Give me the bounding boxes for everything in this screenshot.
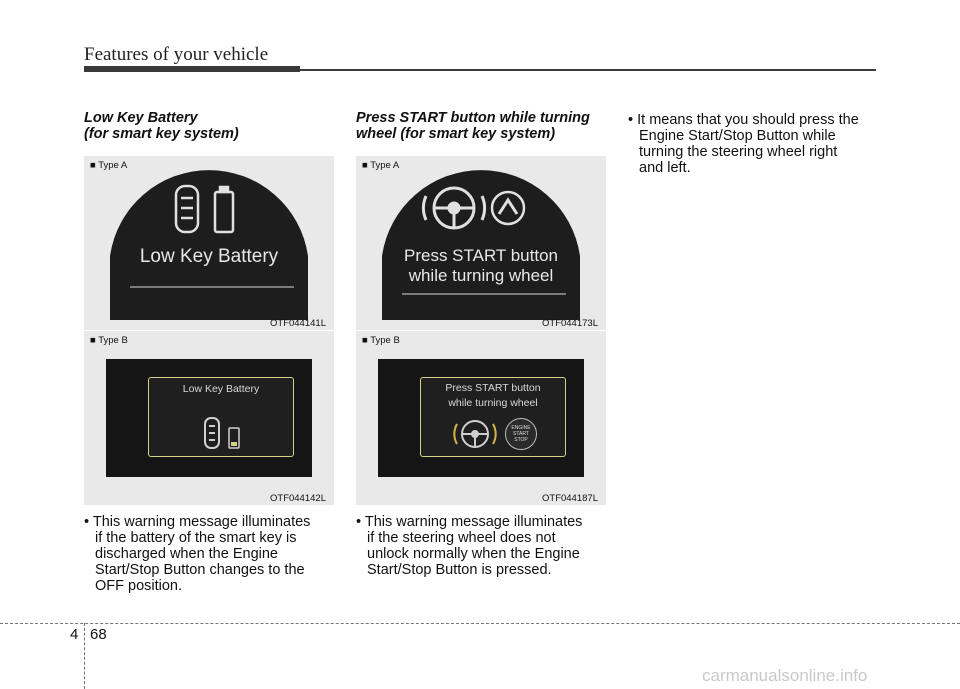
bullet-line: Engine Start/Stop Button while [639, 128, 836, 144]
battery-icon [229, 428, 239, 448]
lcd-message-line: while turning wheel [448, 397, 538, 409]
dome-message [356, 246, 606, 286]
dome-message-line: while turning wheel [408, 266, 554, 285]
steering-wheel-icon [454, 421, 495, 447]
figure-code: OTF044187L [542, 493, 598, 504]
low-key-battery-type-b-figure [84, 331, 334, 505]
type-b-label: ■ Type B [90, 335, 128, 346]
button-caption-line: START [513, 431, 529, 437]
low-key-battery-type-a-figure [84, 156, 334, 330]
dome-message: Low Key Battery [139, 246, 279, 267]
low-key-battery-description [84, 514, 334, 594]
cluster-dome-display [356, 156, 606, 330]
lcd-message-box [148, 377, 294, 457]
section-title-line: Press START button while turning [356, 110, 590, 126]
header-rule [84, 66, 300, 72]
chapter-number: 4 [70, 626, 79, 643]
press-start-instruction [628, 112, 878, 176]
lcd-message: Low Key Battery [182, 383, 260, 395]
lcd-message-box [420, 377, 566, 457]
button-caption-line: ENGINE [511, 425, 531, 431]
press-start-type-a-figure [356, 156, 606, 330]
press-start-description [356, 514, 606, 578]
bullet-line: and left. [639, 160, 691, 176]
bullet-line: unlock normally when the Engine [367, 546, 580, 562]
bullet-line: Start/Stop Button changes to the [95, 562, 305, 578]
figure-code: OTF044142L [270, 493, 326, 504]
figure-code: OTF044141L [270, 318, 326, 329]
section-title-line: wheel (for smart key system) [356, 126, 556, 142]
bullet-text: This warning message illuminates [92, 514, 311, 530]
type-a-label: ■ Type A [362, 160, 400, 171]
section-title-line: Low Key Battery [84, 110, 198, 126]
engine-start-stop-button-icon [505, 418, 537, 450]
bullet-line: OFF position. [95, 578, 183, 594]
header-rule-thin [300, 69, 876, 71]
page-header-title: Features of your vehicle [84, 44, 269, 65]
bullet-line: discharged when the Engine [95, 546, 278, 562]
page-number: 68 [90, 626, 107, 643]
bullet-line: • It means that you should press the [628, 112, 859, 128]
footer-rule [0, 623, 960, 624]
lcd-screen [378, 359, 584, 477]
bullet-line: if the battery of the smart key is [95, 530, 297, 546]
section-press-start-title [356, 110, 590, 142]
lcd-message [421, 381, 565, 411]
bullet-text: It means that you should press the [637, 112, 859, 128]
button-caption-line: STOP [514, 437, 528, 443]
lcd-message-line: Press START button [445, 382, 541, 394]
type-b-label: ■ Type B [362, 335, 400, 346]
footer-divider [84, 623, 85, 689]
bullet-line: • This warning message illuminates [84, 514, 311, 530]
section-low-key-battery-title [84, 110, 239, 142]
figure-code: OTF044173L [542, 318, 598, 329]
bullet-text: This warning message illuminates [364, 514, 583, 530]
bullet-line: • This warning message illuminates [356, 514, 583, 530]
press-start-type-b-figure [356, 331, 606, 505]
lcd-screen [106, 359, 312, 477]
bullet-line: if the steering wheel does not [367, 530, 556, 546]
type-a-label: ■ Type A [90, 160, 128, 171]
cluster-dome-display [84, 156, 334, 330]
button-caption [506, 425, 536, 443]
bullet-line: Start/Stop Button is pressed. [367, 562, 552, 578]
watermark: carmanualsonline.info [702, 666, 868, 685]
bullet-line: turning the steering wheel right [639, 144, 838, 160]
dome-message-line: Press START button [403, 246, 558, 265]
smart-key-icon [205, 418, 219, 448]
section-title-line: (for smart key system) [84, 126, 239, 142]
